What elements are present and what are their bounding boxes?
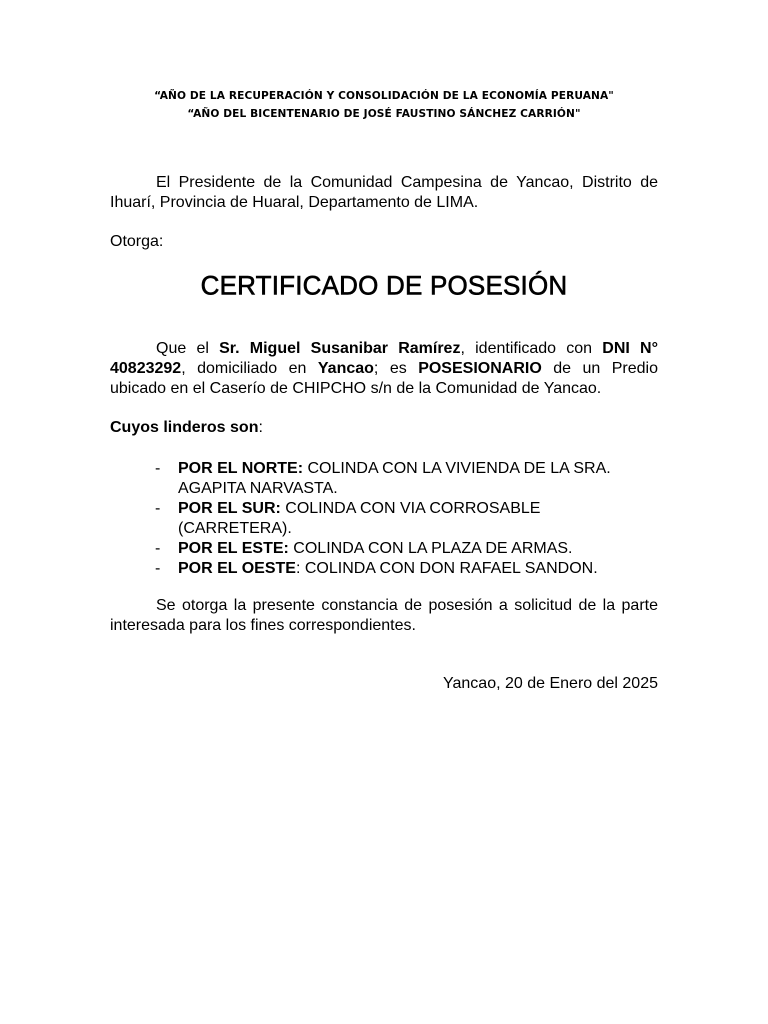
boundaries-list (110, 459, 658, 579)
linderos-heading-text: Cuyos linderos son (110, 419, 259, 436)
boundary-label: POR EL ESTE: (178, 540, 289, 557)
boundary-label: POR EL NORTE: (178, 460, 304, 477)
closing-paragraph: Se otorga la presente constancia de posesión a solicitud de la parte interesada para los fines correspondientes. (110, 597, 658, 634)
body-text-1: Que el (156, 340, 220, 357)
boundary-west (110, 559, 658, 579)
issue-date: Yancao, 20 de Enero del 2025 (443, 675, 658, 692)
boundary-text: : COLINDA CON DON RAFAEL SANDON. (295, 560, 598, 577)
boundary-east (110, 539, 658, 559)
boundary-text: COLINDA CON VIA CORROSABLE (CARRETERA). (178, 500, 541, 537)
list-dash: - (155, 560, 161, 577)
body-text-3: , domiciliado en (181, 360, 318, 377)
linderos-heading (110, 418, 658, 438)
intro-paragraph: El Presidente de la Comunidad Campesina de Yancao, Distrito de Ihuarí, Provincia de Huaral, Departamento de LIMA. (110, 174, 658, 211)
body-text-2: , identificado con (460, 340, 603, 357)
year-header-line-1: “AÑO DE LA RECUPERACIÓN Y CONSOLIDACIÓN DE LA ECONOMÍA PERUANA" (154, 90, 614, 102)
holder-status: POSESIONARIO (418, 360, 542, 377)
year-header (0, 87, 768, 123)
holder-place: Yancao (317, 360, 374, 377)
body-text-4: ; es (373, 360, 419, 377)
list-dash: - (155, 460, 161, 477)
linderos-heading-colon: : (258, 419, 263, 436)
boundary-text: COLINDA CON LA VIVIENDA DE LA SRA. AGAPITA NARVASTA. (178, 460, 611, 497)
boundary-south (110, 499, 658, 539)
certification-paragraph (110, 339, 658, 399)
body-text-5: de un Predio ubicado en el Caserío de CHIPCHO s/n de la Comunidad de Yancao. (110, 360, 659, 397)
list-dash: - (155, 500, 161, 517)
list-dash: - (155, 540, 161, 557)
boundary-label: POR EL SUR: (178, 500, 281, 517)
boundary-text: COLINDA CON LA PLAZA DE ARMAS. (288, 540, 573, 557)
holder-dni: DNI N° 40823292 (110, 340, 658, 377)
year-header-line-2: “AÑO DEL BICENTENARIO DE JOSÉ FAUSTINO SÁNCHEZ CARRIÓN" (187, 108, 581, 120)
otorga-label: Otorga: (110, 233, 164, 250)
document-title: CERTIFICADO DE POSESIÓN (200, 269, 568, 301)
boundary-north (110, 459, 658, 499)
holder-name: Sr. Miguel Susanibar Ramírez (219, 340, 461, 357)
boundary-label: POR EL OESTE (178, 560, 296, 577)
